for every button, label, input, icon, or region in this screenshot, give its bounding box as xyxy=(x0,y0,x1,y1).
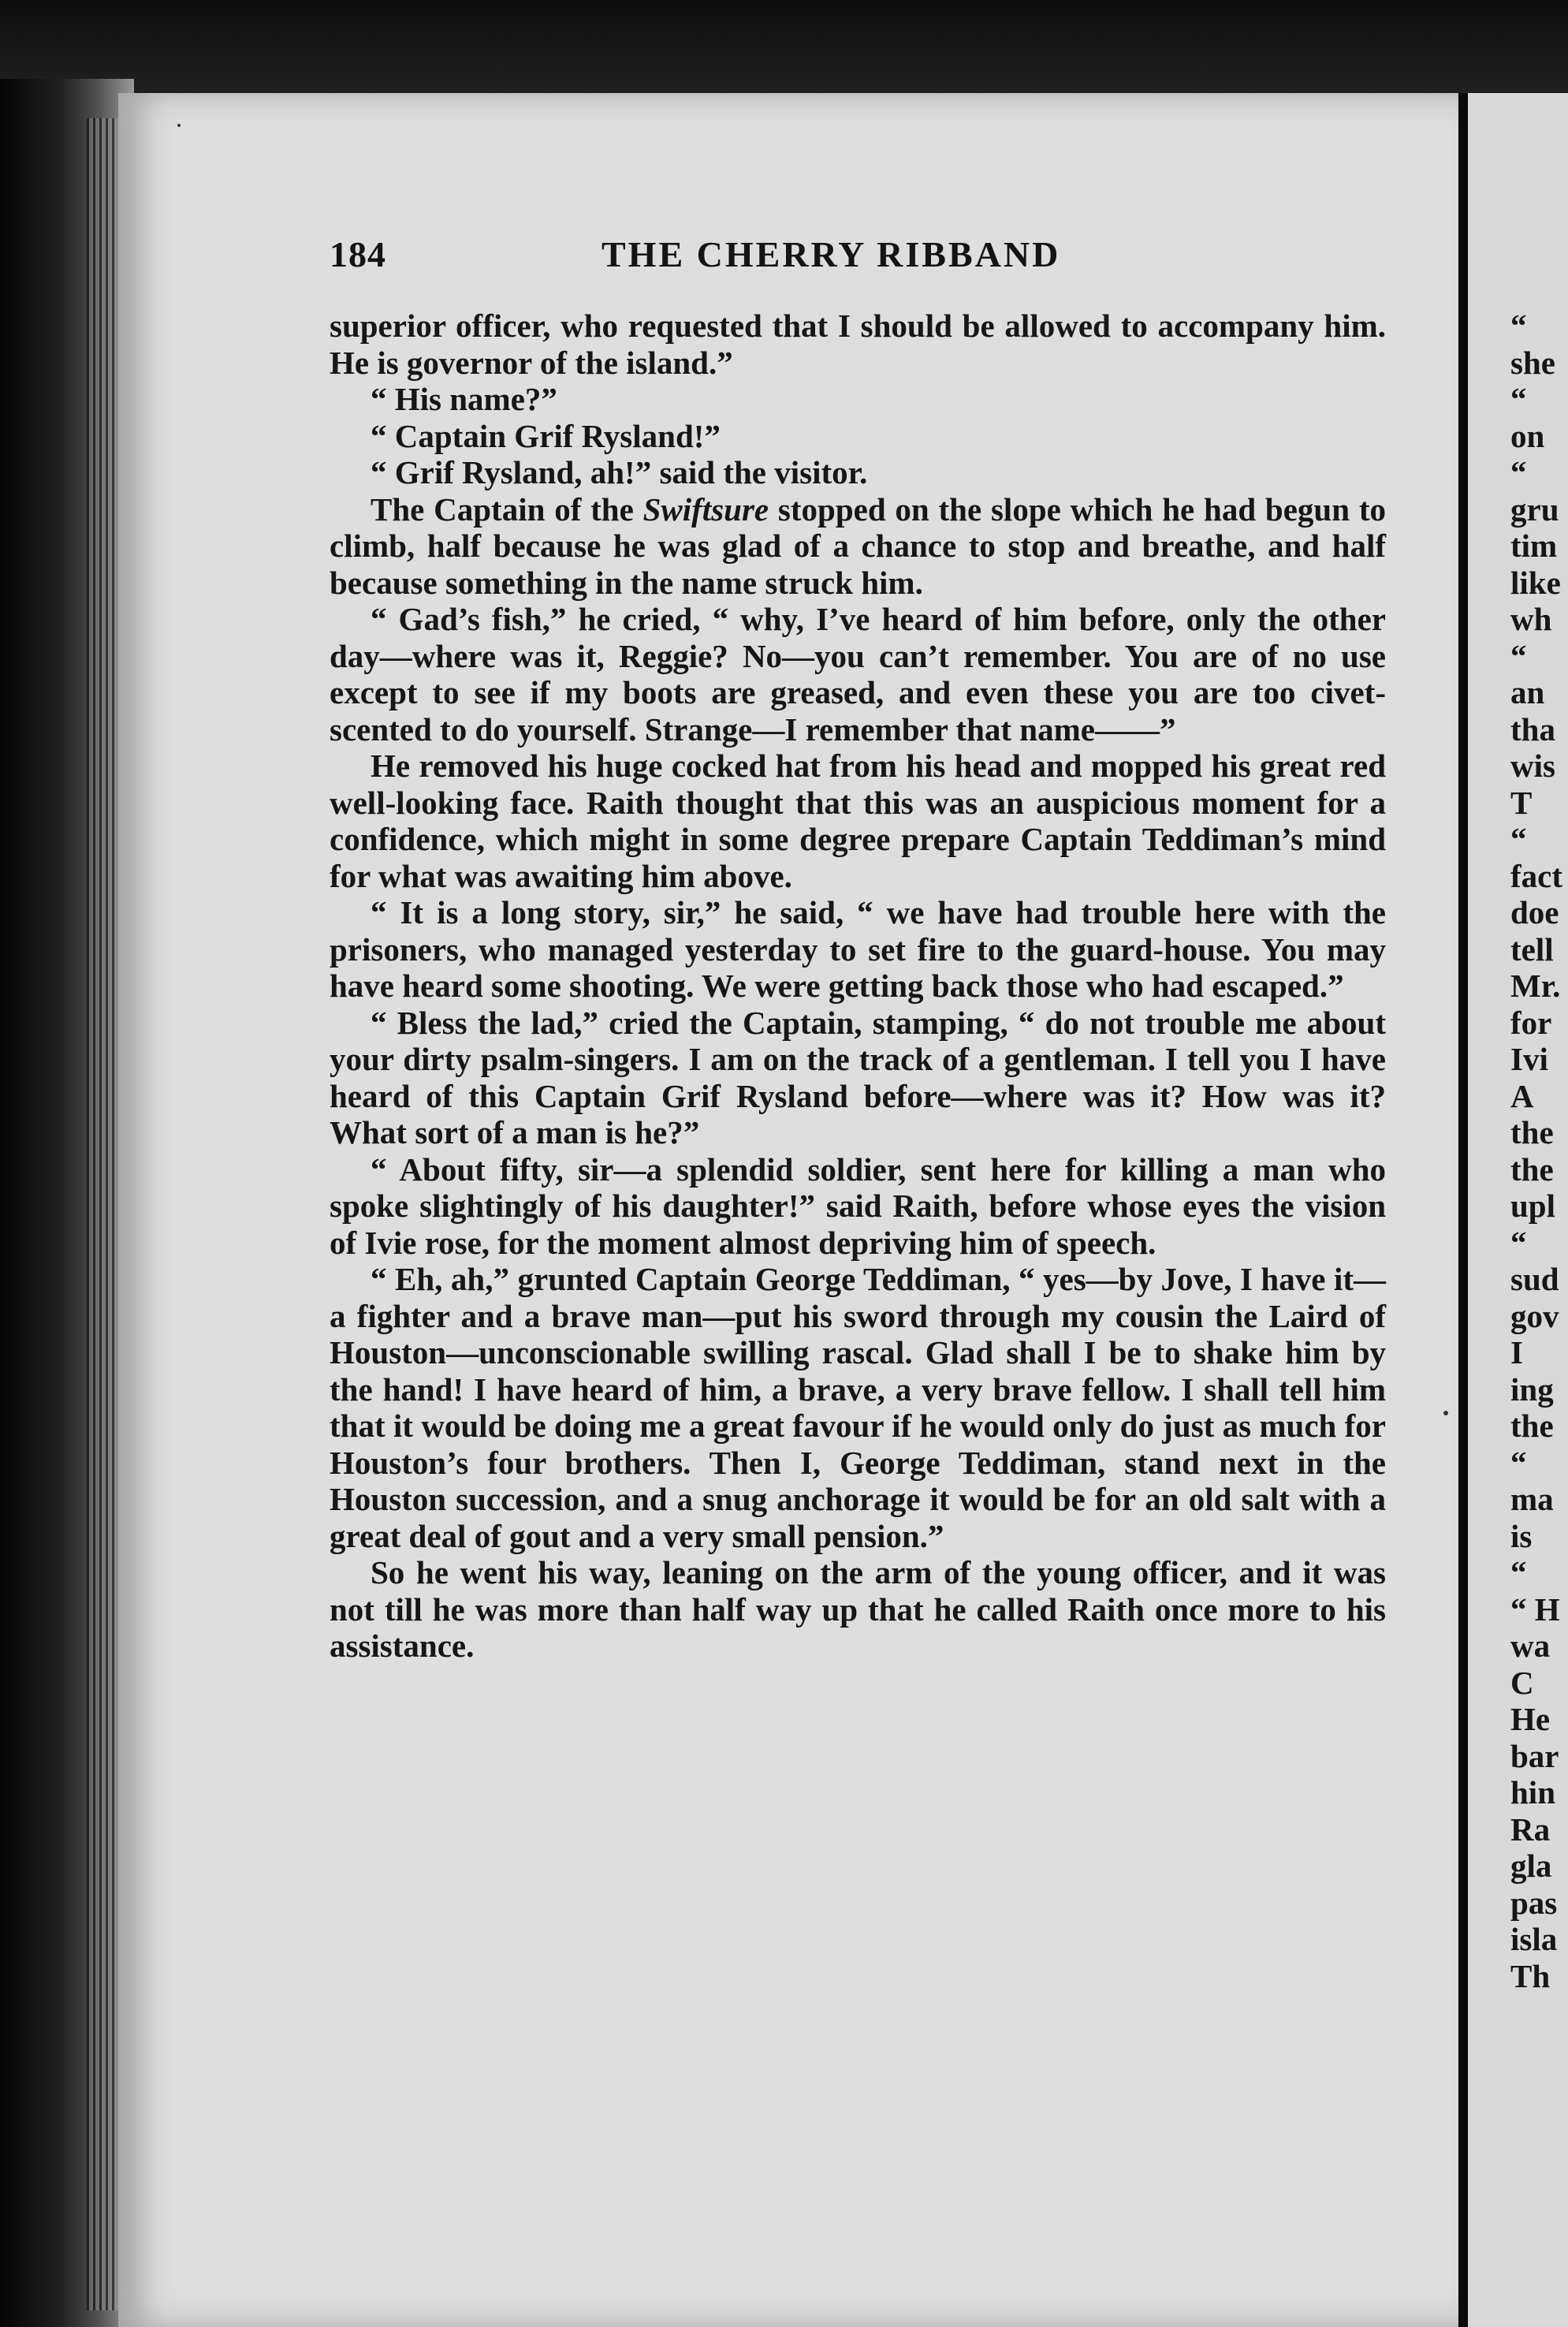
paragraph: So he went his way, leaning on the arm of the young officer, and it was not till he was more than half way up that he called Raith once more to his assistance. xyxy=(330,1554,1386,1664)
facing-page-line: isla xyxy=(1510,1921,1558,1957)
facing-page-line: “ xyxy=(1510,454,1527,490)
facing-page-line: bar xyxy=(1510,1737,1559,1774)
facing-page-line: wh xyxy=(1510,601,1552,637)
facing-page-line: gru xyxy=(1510,490,1559,528)
facing-page-line: wis xyxy=(1510,748,1555,784)
facing-page-line: fact xyxy=(1510,857,1563,894)
facing-page-line: A xyxy=(1510,1077,1534,1114)
facing-page-line: an xyxy=(1510,674,1545,710)
facing-page-line: “ xyxy=(1510,381,1527,417)
paragraph-text: The Captain of the xyxy=(371,490,643,528)
facing-page-line: ing xyxy=(1510,1370,1554,1408)
paragraph: He removed his huge cocked hat from his head and mopped his great red well-looking face. Raith thought that this was an auspicious moment for a confidence, which might in some degree prepare Captain Teddiman’s mind for what was awaiting him above. xyxy=(330,748,1386,894)
paragraph-text: stopped on the slope which he had begun to climb, half because he was glad of a chance to stop and breathe, and half because something in the name struck him. xyxy=(330,490,1386,601)
facing-page-line: C xyxy=(1510,1664,1534,1701)
facing-page-line: I xyxy=(1510,1334,1523,1370)
page-header xyxy=(330,233,1386,281)
paragraph: “ His name?” xyxy=(371,381,557,417)
paragraph: “ Captain Grif Rysland!” xyxy=(371,417,721,454)
facing-page-line: Ra xyxy=(1510,1811,1551,1848)
facing-page-line: on xyxy=(1510,417,1545,454)
paragraph: “ Grif Rysland, ah!” said the visitor. xyxy=(371,454,868,490)
facing-page-text xyxy=(1510,308,1568,1994)
facing-page-line: “ xyxy=(1510,1224,1527,1261)
facing-page-line: like xyxy=(1510,564,1561,601)
facing-page-line: Mr. xyxy=(1510,968,1561,1004)
facing-page-line: tim xyxy=(1510,528,1558,564)
facing-page-line: upl xyxy=(1510,1188,1555,1224)
facing-page-line: gov xyxy=(1510,1297,1559,1334)
facing-page-line: “ xyxy=(1510,821,1527,857)
facing-page-line: pas xyxy=(1510,1884,1558,1921)
paragraph: “ Eh, ah,” grunted Captain George Teddiman, “ yes—by Jove, I have it—a fighter and a brave man—put his sword through my cousin the Laird of Houston—unconscionable swilling rascal. Glad shall I be to shake him by the hand! I have heard of him, a brave, a very brave fellow. I shall tell him that it would be doing me a great favour if he would only do just as much for Houston’s four brothers. Then I, George Teddiman, stand next in the Houston succession, and a snug anchorage it would be for an old salt with a great deal of gout and a very small pension.” xyxy=(330,1261,1386,1554)
paragraph: “ About fifty, sir—a splendid soldier, sent here for killing a man who spoke slightingly of his daughter!” said Raith, before whose eyes the vision of Ivie rose, for the moment almost depriving him of speech. xyxy=(330,1150,1386,1261)
body-text xyxy=(330,308,1386,1665)
ship-name: Swiftsure xyxy=(642,490,769,528)
facing-page-line: Ivi xyxy=(1510,1041,1548,1077)
facing-page-line: for xyxy=(1510,1004,1552,1041)
facing-page-line: tell xyxy=(1510,930,1554,968)
paragraph xyxy=(330,491,1386,602)
facing-page-line: doe xyxy=(1510,894,1559,930)
facing-page-line: the xyxy=(1510,1150,1554,1188)
paragraph: “ Bless the lad,” cried the Captain, stamping, “ do not trouble me about your dirty psalm-singers. I am on the track of a gentleman. I tell you I have heard of this Captain Grif Rysland before—where was it? How was it? What sort of a man is he?” xyxy=(330,1004,1386,1150)
paragraph: superior officer, who requested that I should be allowed to accompany him. He is governor of the island.” xyxy=(330,308,1386,381)
facing-page-line: is xyxy=(1510,1517,1533,1554)
paragraph: “ It is a long story, sir,” he said, “ we have had trouble here with the prisoners, who managed yesterday to set fire to the guard-house. You may have heard some shooting. We were getting back those who had escaped.” xyxy=(330,894,1386,1004)
facing-page-line: “ xyxy=(1510,308,1527,344)
facing-page-line: wa xyxy=(1510,1628,1551,1664)
facing-page-line: “ xyxy=(1510,637,1527,674)
facing-page-line: the xyxy=(1510,1408,1554,1444)
running-title: THE CHERRY RIBBAND xyxy=(602,234,1061,274)
facing-page-line: the xyxy=(1510,1114,1554,1150)
facing-page-line: He xyxy=(1510,1701,1551,1737)
scan-speck xyxy=(1443,1411,1448,1415)
facing-page-line: “ xyxy=(1510,1554,1527,1590)
book-gutter xyxy=(1458,93,1468,2327)
facing-page-line: gla xyxy=(1510,1848,1552,1884)
facing-page-line: hin xyxy=(1510,1774,1555,1811)
page-number: 184 xyxy=(330,234,386,274)
facing-page-line: sud xyxy=(1510,1261,1559,1297)
facing-page-line: Th xyxy=(1510,1957,1551,1994)
facing-page-line: “ xyxy=(1510,1444,1527,1481)
facing-page-line: tha xyxy=(1510,710,1555,748)
scan-speck xyxy=(177,124,181,127)
facing-page-line: she xyxy=(1510,344,1555,381)
facing-page-line: “ H xyxy=(1510,1590,1560,1628)
facing-page-line: ma xyxy=(1510,1481,1554,1517)
paragraph: “ Gad’s fish,” he cried, “ why, I’ve heard of him before, only the other day—where was it, Reggie? No—you can’t remember. You are of no use except to see if my boots are greased, and even these you are too civet-scented to do yourself. Strange—I remember that name——” xyxy=(330,601,1386,748)
facing-page-line: T xyxy=(1510,784,1533,821)
